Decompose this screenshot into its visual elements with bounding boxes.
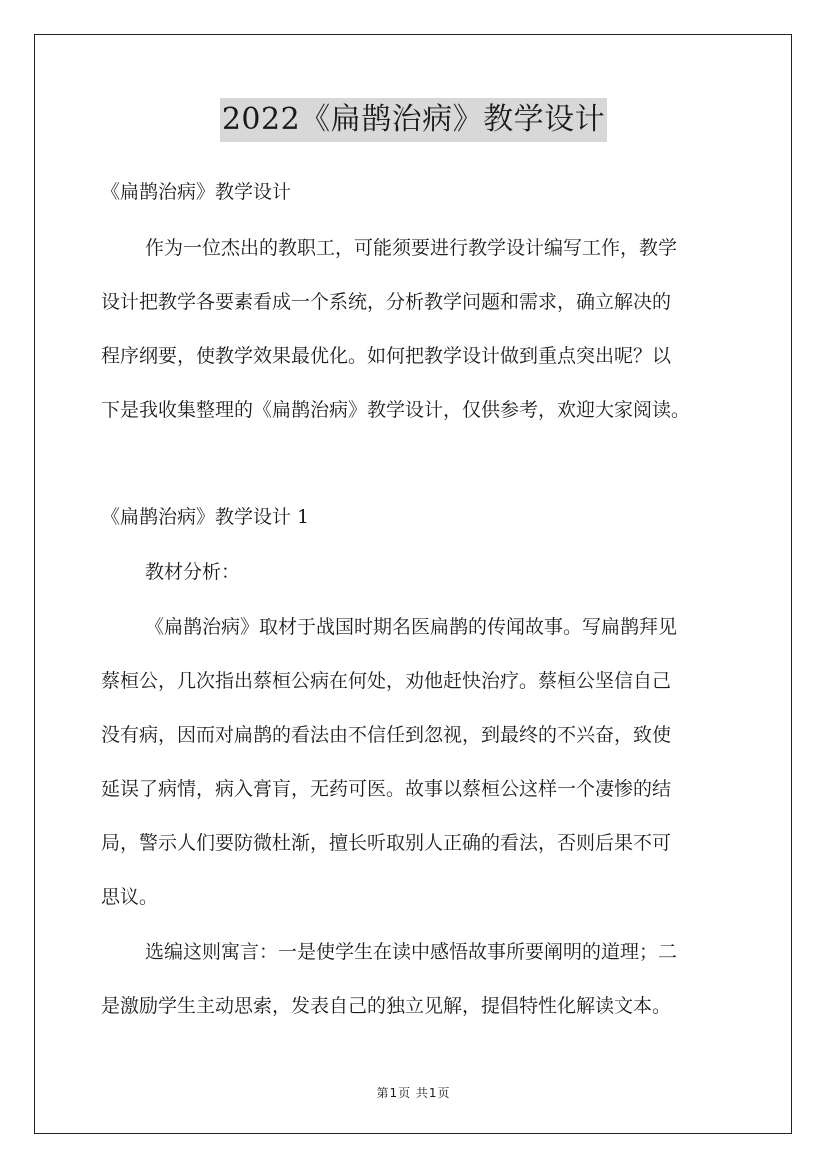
- document-title: 2022《扁鹊治病》教学设计: [220, 98, 607, 142]
- paragraph-line: 局，警示人们要防微杜渐，擅长听取别人正确的看法，否则后果不可: [101, 832, 672, 854]
- paragraph-line: 程序纲要，使教学效果最优化。如何把教学设计做到重点突出呢？以: [101, 345, 672, 367]
- paragraph-line: 是激励学生主动思索，发表自己的独立见解，提倡特性化解读文本。: [101, 995, 672, 1017]
- paragraph-line: 作为一位杰出的教职工，可能须要进行教学设计编写工作，教学: [145, 237, 678, 259]
- title-container: [0, 98, 827, 142]
- paragraph-line: 下是我收集整理的《扁鹊治病》教学设计，仅供参考，欢迎大家阅读。: [101, 399, 691, 421]
- paragraph-line: 没有病，因而对扁鹊的看法由不信任到忽视，到最终的不兴奋，致使: [101, 724, 672, 746]
- paragraph-line: 思议。: [101, 886, 159, 908]
- section-heading: 《扁鹊治病》教学设计 1: [101, 506, 310, 528]
- paragraph-line: 设计把教学各要素看成一个系统，分析教学问题和需求，确立解决的: [101, 291, 672, 313]
- page-number-footer: 第1页 共1页: [376, 1086, 451, 1100]
- paragraph-line: 延误了病情，病入膏肓，无药可医。故事以蔡桓公这样一个凄惨的结: [101, 778, 672, 800]
- section-heading: 《扁鹊治病》教学设计: [101, 181, 292, 203]
- paragraph-line: 蔡桓公，几次指出蔡桓公病在何处，劝他赶快治疗。蔡桓公坚信自己: [101, 670, 672, 692]
- paragraph-line: 选编这则寓言：一是使学生在读中感悟故事所要阐明的道理；二: [145, 941, 678, 963]
- subheading: 教材分析：: [145, 561, 241, 583]
- paragraph-line: 《扁鹊治病》取材于战国时期名医扁鹊的传闻故事。写扁鹊拜见: [145, 616, 678, 638]
